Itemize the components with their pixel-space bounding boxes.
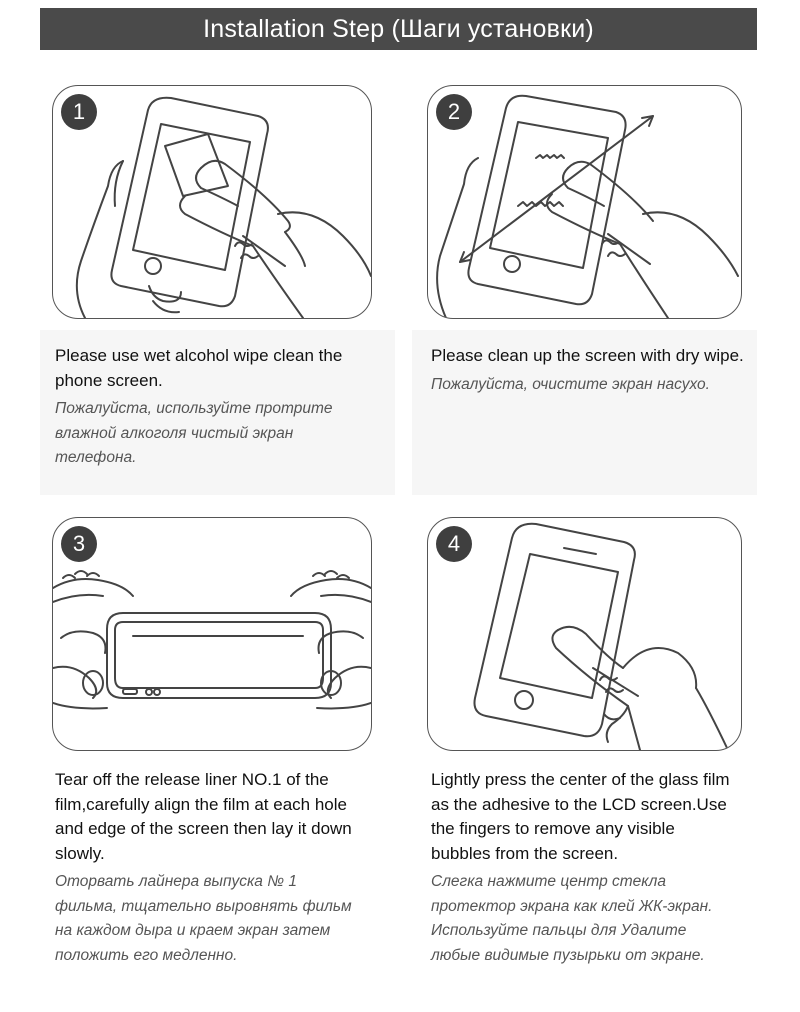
step-number-badge: 1 <box>61 94 97 130</box>
step-3-text <box>55 768 355 968</box>
step-3-english: Tear off the release liner NO.1 of the film,carefully align the film at each hole and edge of the screen then lay it down slowly. <box>55 770 352 863</box>
step-4-text <box>431 768 736 968</box>
step-2-russian: Пожалуйста, очистите экран насухо. <box>431 375 710 393</box>
step-2-english: Please clean up the screen with dry wipe. <box>431 346 744 365</box>
step-1-english: Please use wet alcohol wipe clean the phone screen. <box>55 346 343 390</box>
finger-press-icon <box>428 518 741 750</box>
step-number-badge: 3 <box>61 526 97 562</box>
step-2-illustration <box>427 85 742 319</box>
step-3-illustration <box>52 517 372 751</box>
step-4-illustration <box>427 517 742 751</box>
step-1-illustration <box>52 85 372 319</box>
step-number-badge: 2 <box>436 94 472 130</box>
step-1-russian: Пожалуйста, используйте протрите влажной алкоголя чистый экран телефона. <box>55 400 333 466</box>
hand-dry-wipe-icon <box>428 86 741 318</box>
step-3-russian: Оторвать лайнера выпуска № 1 фильма, тщательно выровнять фильм на каждом дыра и краем экран затем положить его медленно. <box>55 873 352 964</box>
hand-wipe-icon <box>53 86 371 318</box>
step-1-text <box>55 344 375 471</box>
step-2-text <box>431 344 746 397</box>
hands-align-film-icon <box>53 518 371 750</box>
step-4-russian: Слегка нажмите центр стекла протектор экрана как клей ЖК-экран. Используйте пальцы для Удалите любые видимые пузырьки от экране. <box>431 873 713 964</box>
step-number-badge: 4 <box>436 526 472 562</box>
step-4-english: Lightly press the center of the glass film as the adhesive to the LCD screen.Use the fingers to remove any visible bubbles from the screen. <box>431 770 730 863</box>
page-title: Installation Step (Шаги установки) <box>40 8 757 50</box>
